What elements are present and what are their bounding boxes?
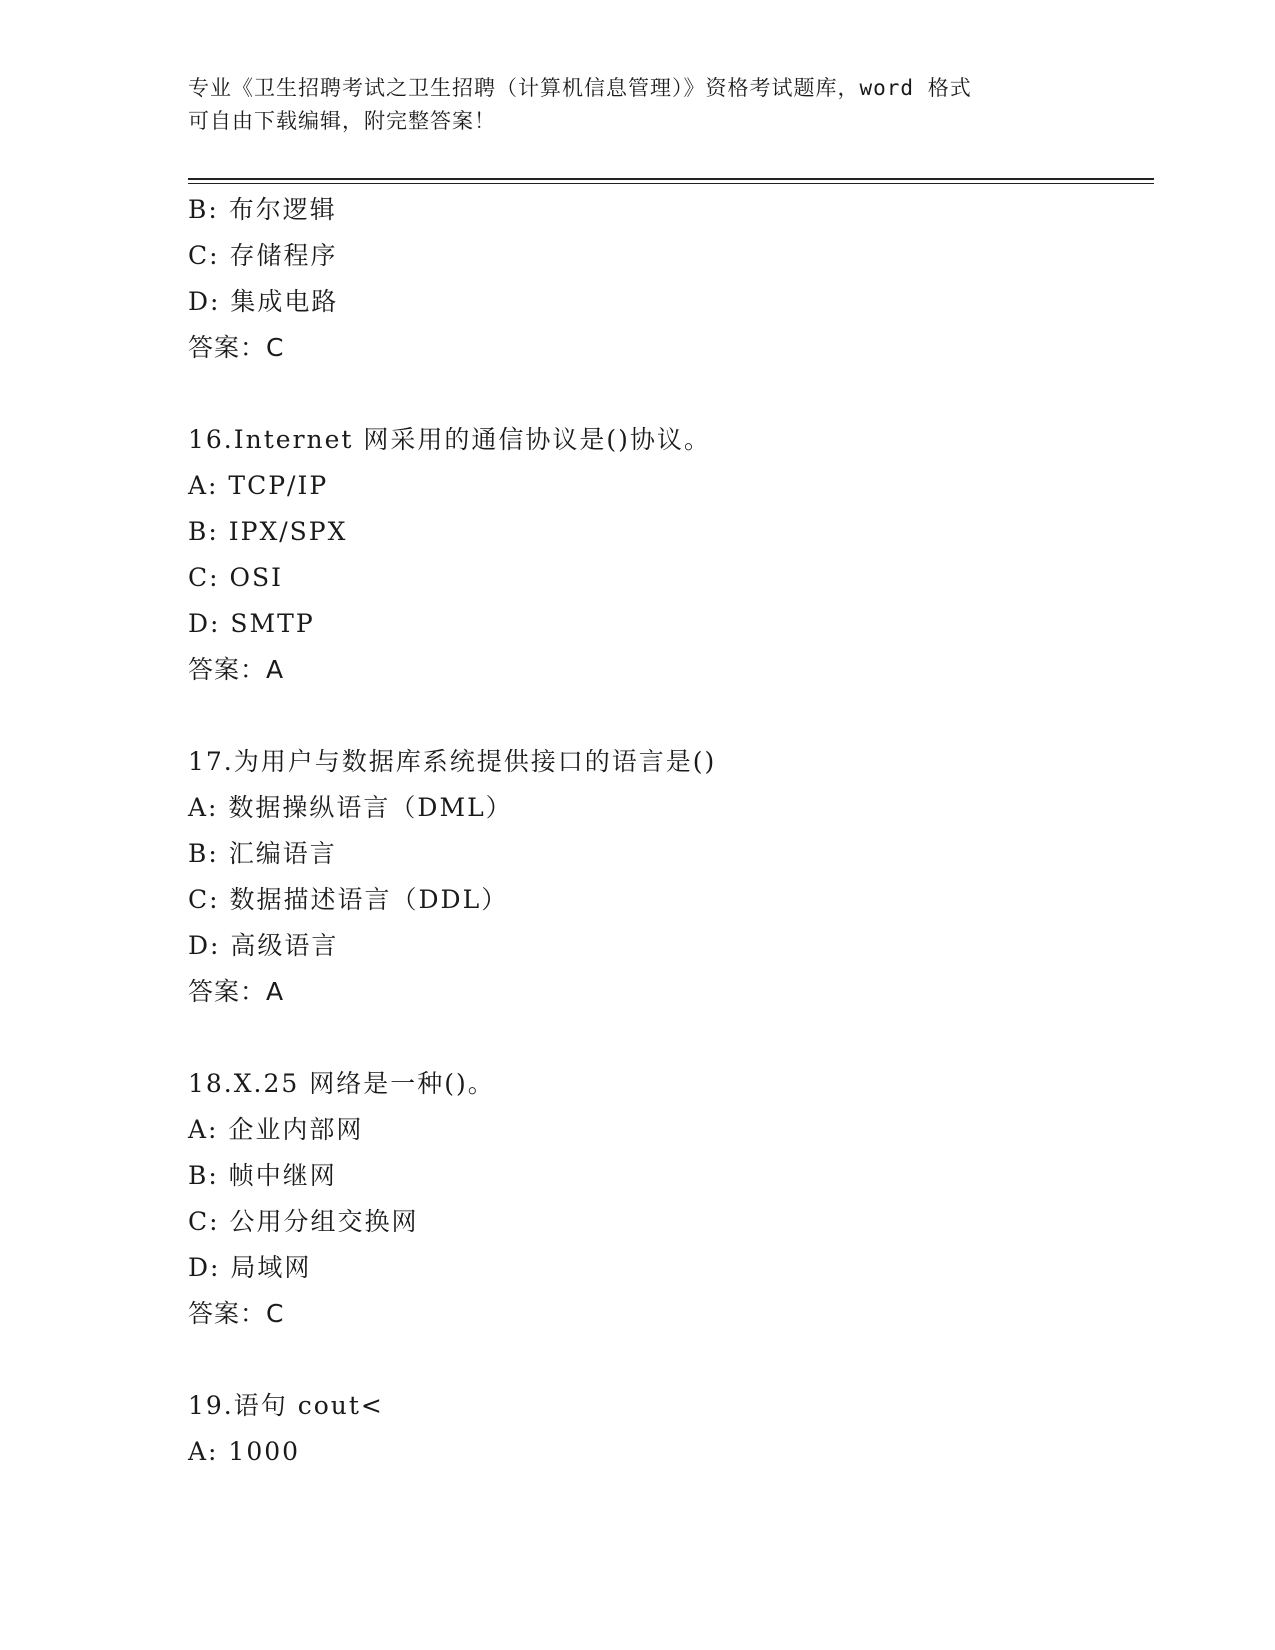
question-text: 17.为用户与数据库系统提供接口的语言是() [188, 747, 717, 776]
question-list [188, 187, 1154, 1475]
header-title-line-1: 专业《卫生招聘考试之卫生招聘（计算机信息管理）》资格考试题库，word 格式 [188, 76, 972, 100]
header-title-line-2: 可自由下载编辑，附完整答案！ [188, 109, 496, 133]
option-d: D: 高级语言 [188, 931, 339, 960]
option-b: B: 帧中继网 [188, 1161, 337, 1190]
spacer [188, 1337, 1154, 1383]
option-d: D: 局域网 [188, 1253, 312, 1282]
spacer [188, 1015, 1154, 1061]
option-a: A: 1000 [188, 1437, 301, 1466]
option-a: A: TCP/IP [188, 471, 329, 500]
spacer [188, 693, 1154, 739]
option-a: A: 数据操纵语言（DML） [188, 793, 513, 822]
option-d: D: 集成电路 [188, 287, 339, 316]
answer-line: 答案：C [188, 1299, 285, 1328]
spacer [188, 371, 1154, 417]
option-c: C: OSI [188, 563, 283, 592]
option-c: C: 公用分组交换网 [188, 1207, 419, 1236]
option-b: B: IPX/SPX [188, 517, 348, 546]
answer-line: 答案：C [188, 333, 285, 362]
question-text: 16.Internet 网采用的通信协议是()协议。 [188, 425, 711, 454]
question-text: 19.语句 cout< [188, 1391, 384, 1420]
header-divider-thin [188, 183, 1154, 184]
document-header [188, 72, 1088, 138]
question-text: 18.X.25 网络是一种()。 [188, 1069, 495, 1098]
option-b: B: 布尔逻辑 [188, 195, 337, 224]
answer-line: 答案：A [188, 655, 285, 684]
header-divider [188, 178, 1154, 180]
option-a: A: 企业内部网 [188, 1115, 364, 1144]
option-d: D: SMTP [188, 609, 315, 638]
option-c: C: 数据描述语言（DDL） [188, 885, 509, 914]
option-b: B: 汇编语言 [188, 839, 337, 868]
answer-line: 答案：A [188, 977, 285, 1006]
option-c: C: 存储程序 [188, 241, 338, 270]
